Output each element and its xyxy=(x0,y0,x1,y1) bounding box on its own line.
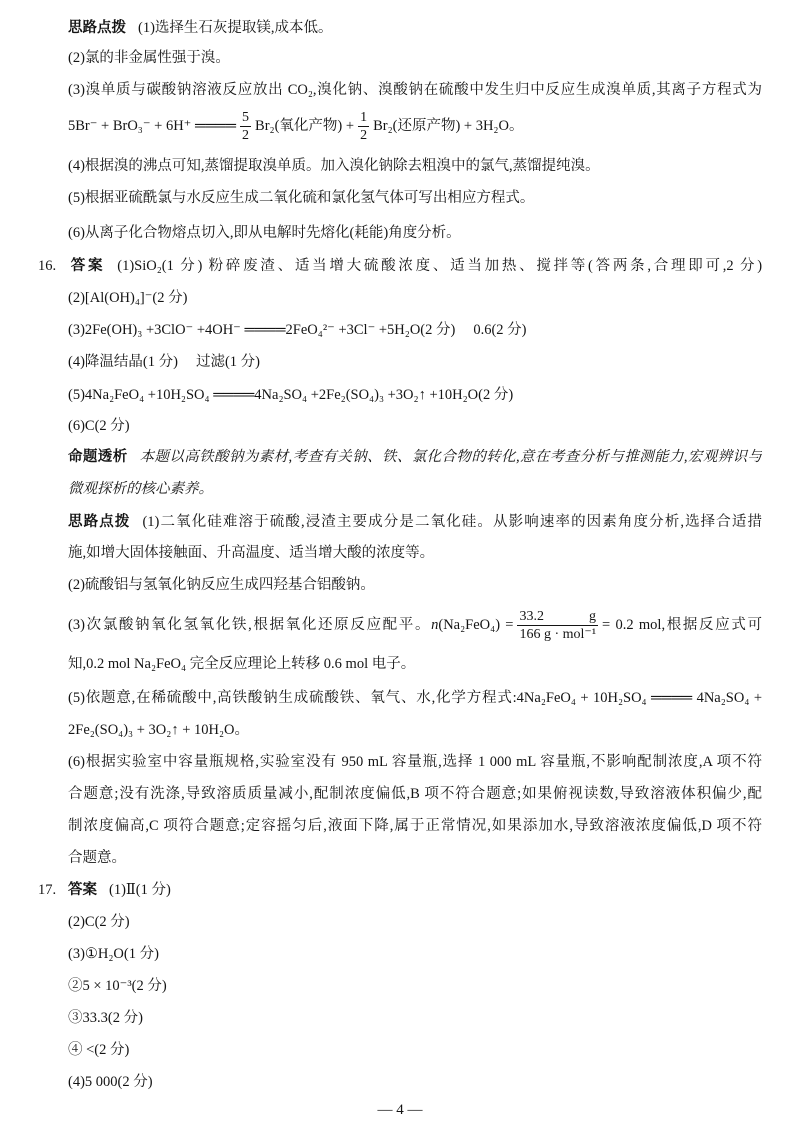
analysis-tail: = 0.2 mol,根据反应式可 xyxy=(602,617,762,633)
mass-over-molar-mass-fraction xyxy=(517,608,598,643)
analysis-label: 思路点拨 xyxy=(68,20,126,36)
q17-answer-4: (4)5 000(2 分) xyxy=(68,1074,153,1090)
fraction-five-halves xyxy=(240,109,251,144)
intent-label: 命题透析 xyxy=(68,449,128,465)
answer-label: 答案 xyxy=(68,258,106,274)
fraction-denominator: 2 xyxy=(360,128,368,144)
q16-intent-line2: 微观探析的核心素养。 xyxy=(68,481,213,497)
q16-analysis-2: (2)硫酸铝与氢氧化钠反应生成四羟基合铝酸钠。 xyxy=(68,577,375,593)
q17-answer-3-1: (3)①H₂O(1 分) xyxy=(68,946,159,962)
q16-analysis-6-line2: 合题意;没有洗涤,导致溶质质量减小,配制浓度偏低,B 项不符合题意;如果俯视读数,导致溶液体积偏少,配 xyxy=(68,786,762,802)
answer-part-a: (3)2Fe(OH)₃ +3ClO⁻ +4OH⁻ ════2FeO₄²⁻ +3Cl⁻ +5H₂O(2 分) xyxy=(68,322,456,338)
q16-analysis-6-line4: 合题意。 xyxy=(68,850,126,866)
fraction-one-half xyxy=(358,109,369,144)
fraction-numerator: 5 xyxy=(242,110,250,126)
amount-variable: n xyxy=(431,617,439,633)
intent-text: 本题以高铁酸钠为素材,考查有关钠、铁、氯化合物的转化,意在考查分析与推测能力,宏观辨识与 xyxy=(139,449,762,465)
answer-part-a: (1)SiO₂(1 分) xyxy=(117,258,203,274)
q17-answer-3-4: ④ <(2 分) xyxy=(68,1042,130,1058)
q15-analysis-item3: (3)溴单质与碳酸钠溶液反应放出 CO₂,溴化钠、溴酸钠在硫酸中发生归中反应生成溴单质,其离子方程式为 xyxy=(68,82,762,98)
q17-answer-1 xyxy=(38,878,762,902)
q16-analysis-1-line1 xyxy=(68,510,762,534)
answer-part-a: (4)降温结晶(1 分) xyxy=(68,354,178,370)
fraction-denominator: 2 xyxy=(242,128,250,144)
amount-expression: (Na₂FeO₄) = xyxy=(438,617,514,633)
fraction-denominator: 166 g · mol⁻¹ xyxy=(519,627,597,643)
equation-mid: Br₂(氧化产物) + xyxy=(255,118,355,134)
q15-analysis-item1 xyxy=(68,16,762,40)
analysis-label: 思路点拨 xyxy=(68,514,131,530)
q15-analysis-item5: (5)根据亚硫酰氯与水反应生成二氧化硫和氯化氢气体可写出相应方程式。 xyxy=(68,190,535,206)
q16-analysis-5-line1: (5)依题意,在稀硫酸中,高铁酸钠生成硫酸铁、氧气、水,化学方程式:4Na₂FeO₄ + 10H₂SO₄ ════ 4Na₂SO₄ + xyxy=(68,690,762,706)
equation-rhs: Br₂(还原产物) + 3H₂O。 xyxy=(373,118,524,134)
fraction-numerator: 1 xyxy=(360,110,368,126)
q17-answer-3-2: ②5 × 10⁻³(2 分) xyxy=(68,978,167,994)
q16-answer-1 xyxy=(38,254,762,278)
analysis-text: (1)选择生石灰提取镁,成本低。 xyxy=(138,20,333,36)
q16-intent-line1 xyxy=(68,445,762,469)
q16-answer-5: (5)4Na₂FeO₄ +10H₂SO₄ ════4Na₂SO₄ +2Fe₂(SO₄)₃ +3O₂↑ +10H₂O(2 分) xyxy=(68,387,514,403)
equation-lhs: 5Br⁻ + BrO₃⁻ + 6H⁺ ════ xyxy=(68,118,237,134)
q16-analysis-6-line1: (6)根据实验室中容量瓶规格,实验室没有 950 mL 容量瓶,选择 1 000 mL 容量瓶,不影响配制浓度,A 项不符 xyxy=(68,754,762,770)
q15-analysis-item6: (6)从离子化合物熔点切入,即从电解时先熔化(耗能)角度分析。 xyxy=(68,225,461,241)
q17-answer-2: (2)C(2 分) xyxy=(68,914,130,930)
q15-analysis-item2: (2)氯的非金属性强于溴。 xyxy=(68,50,230,66)
answer-label: 答案 xyxy=(68,882,97,898)
answer-text: (1)Ⅱ(1 分) xyxy=(109,882,171,898)
question-number: 17. xyxy=(38,882,57,898)
q16-answer-6: (6)C(2 分) xyxy=(68,418,130,434)
q16-analysis-1-line2: 施,如增大固体接触面、升高温度、适当增大酸的浓度等。 xyxy=(68,545,435,561)
answer-part-b: 粉碎废渣、适当增大硫酸浓度、适当加热、搅拌等(答两条,合理即可,2 分) xyxy=(208,258,762,274)
fraction-numerator: 33.2 g xyxy=(519,609,597,625)
q16-analysis-6-line3: 制浓度偏高,C 项符合题意;定容摇匀后,液面下降,属于正常情况,如果添加水,导致溶液浓度偏低,D 项不符 xyxy=(68,818,762,834)
analysis-lead: (3)次氯酸钠氧化氢氧化铁,根据氧化还原反应配平。 xyxy=(68,617,432,633)
q16-analysis-5-line2: 2Fe₂(SO₄)₃ + 3O₂↑ + 10H₂O。 xyxy=(68,722,249,738)
q16-answer-4 xyxy=(68,350,762,374)
q15-analysis-item4: (4)根据溴的沸点可知,蒸馏提取溴单质。加入溴化钠除去粗溴中的氯气,蒸馏提纯溴。 xyxy=(68,158,600,174)
q17-answer-3-3: ③33.3(2 分) xyxy=(68,1010,143,1026)
analysis-text: (1)二氧化硅难溶于硫酸,浸渣主要成分是二氧化硅。从影响速率的因素角度分析,选择合适措 xyxy=(142,514,762,530)
q16-analysis-3-line1 xyxy=(68,603,762,647)
question-number: 16. xyxy=(38,258,57,274)
page-number: — 4 — xyxy=(377,1102,423,1118)
q15-ionic-equation xyxy=(68,104,762,148)
answer-part-b: 0.6(2 分) xyxy=(473,322,527,338)
q16-answer-2: (2)[Al(OH)₄]⁻(2 分) xyxy=(68,290,188,306)
q16-analysis-3-line2: 知,0.2 mol Na₂FeO₄ 完全反应理论上转移 0.6 mol 电子。 xyxy=(68,656,416,672)
answer-part-b: 过滤(1 分) xyxy=(195,354,260,370)
q16-answer-3 xyxy=(68,318,762,342)
